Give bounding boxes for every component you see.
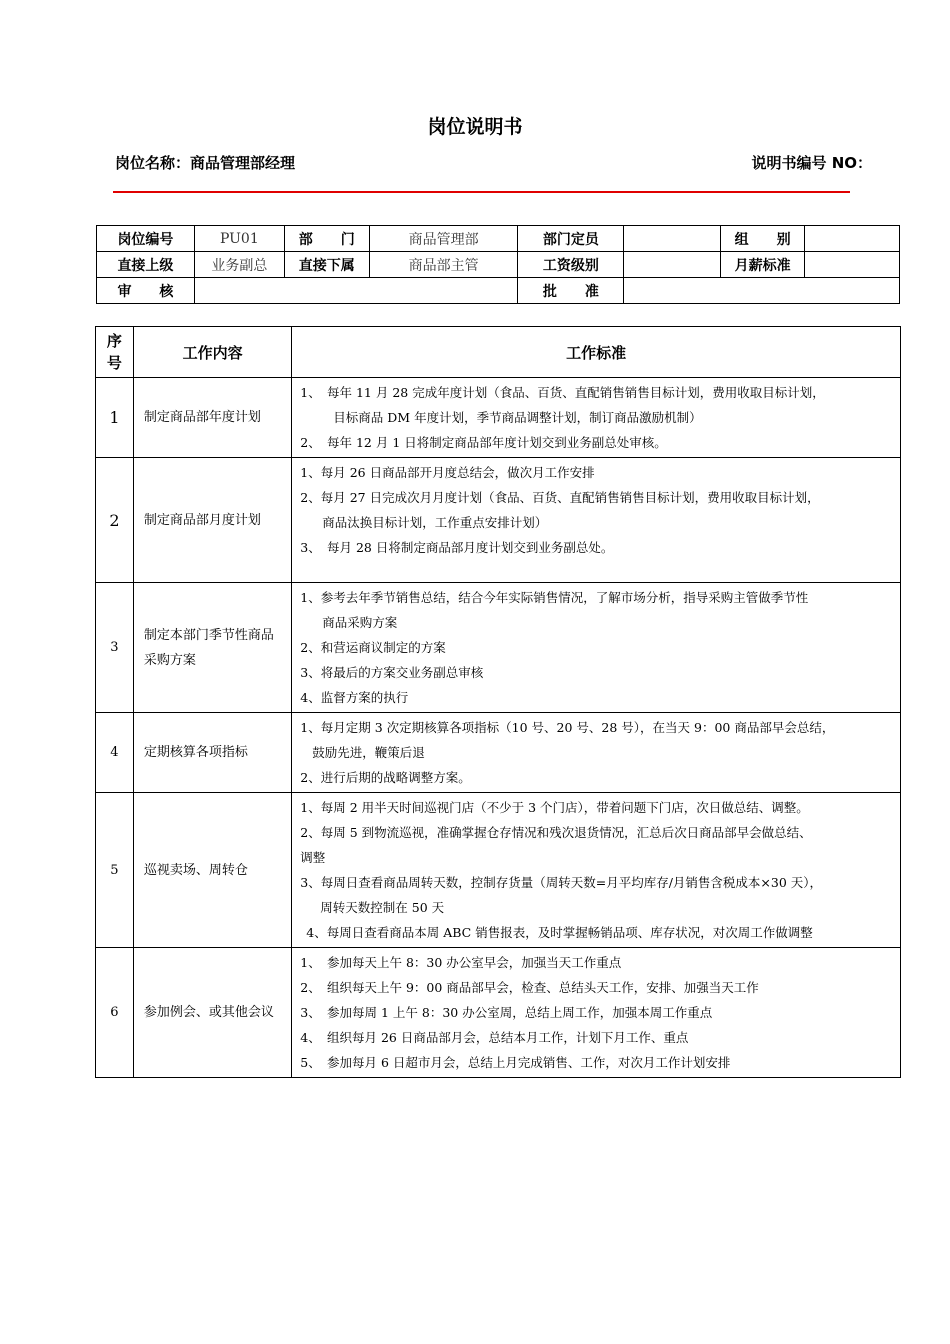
row-standard xyxy=(292,378,901,458)
info-label-position-code: 岗位编号 xyxy=(97,226,195,252)
standard-line: 3、 参加每周 1 上午 8：30 办公室周，总结上周工作，加强本周工作重点 xyxy=(300,1005,713,1020)
info-label-group: 组 别 xyxy=(721,226,805,252)
standard-line: 调整 xyxy=(300,850,326,865)
standard-line: 周转天数控制在 50 天 xyxy=(320,900,445,915)
duties-table xyxy=(95,326,901,1078)
header-seq xyxy=(96,327,134,378)
standard-line: 4、 组织每月 26 日商品部月会，总结本月工作，计划下月工作、重点 xyxy=(300,1030,689,1045)
row-content: 参加例会、或其他会议 xyxy=(133,948,291,1078)
row-content: 巡视卖场、周转仓 xyxy=(133,793,291,948)
position-name: 岗位名称：商品管理部经理 xyxy=(115,154,296,172)
info-label-salary-grade: 工资级别 xyxy=(518,252,624,278)
standard-line: 4、监督方案的执行 xyxy=(300,690,409,705)
info-label-superior: 直接上级 xyxy=(97,252,195,278)
info-value-position-code: PU01 xyxy=(194,226,284,252)
standard-line: 1、每月定期 3 次定期核算各项指标（10 号、20 号、28 号），在当天 9：00 商品部早会总结， xyxy=(300,720,835,735)
standard-line: 2、进行后期的战略调整方案。 xyxy=(300,770,471,785)
info-label-subordinate: 直接下属 xyxy=(284,252,369,278)
info-value-monthly-salary xyxy=(805,252,900,278)
info-label-review: 审 核 xyxy=(97,278,195,304)
info-row-1 xyxy=(97,226,900,252)
info-row-2 xyxy=(97,252,900,278)
duties-header-row xyxy=(96,327,901,378)
standard-line: 1、每月 26 日商品部开月度总结会，做次月工作安排 xyxy=(300,465,595,480)
standard-line: 商品汰换目标计划，工作重点安排计划） xyxy=(322,515,548,530)
info-label-approve: 批 准 xyxy=(518,278,624,304)
standard-line: 2、 每年 12 月 1 日将制定商品部年度计划交到业务副总处审核。 xyxy=(300,435,667,450)
standard-line: 3、 每月 28 日将制定商品部月度计划交到业务副总处。 xyxy=(300,540,614,555)
info-value-salary-grade xyxy=(624,252,721,278)
standard-line: 鼓励先进，鞭策后退 xyxy=(312,745,425,760)
row-number: 2 xyxy=(96,458,134,583)
info-row-3 xyxy=(97,278,900,304)
standard-line: 4、每周日查看商品本周 ABC 销售报表，及时掌握畅销品项、库存状况，对次周工作做调整 xyxy=(306,925,813,940)
table-row xyxy=(96,458,901,583)
info-table xyxy=(96,225,900,304)
standard-line: 5、 参加每月 6 日超市月会，总结上月完成销售、工作，对次月工作计划安排 xyxy=(300,1055,731,1070)
row-standard xyxy=(292,948,901,1078)
row-number: 5 xyxy=(96,793,134,948)
header-content: 工作内容 xyxy=(133,327,291,378)
info-value-department: 商品管理部 xyxy=(369,226,518,252)
table-row xyxy=(96,793,901,948)
standard-line: 商品采购方案 xyxy=(322,615,398,630)
standard-line: 3、将最后的方案交业务副总审核 xyxy=(300,665,484,680)
info-value-subordinate: 商品部主管 xyxy=(369,252,518,278)
standard-line: 2、每月 27 日完成次月月度计划（食品、百货、直配销售销售目标计划，费用收取目标计划， xyxy=(300,490,820,505)
standard-line: 2、和营运商议制定的方案 xyxy=(300,640,446,655)
row-content: 制定商品部月度计划 xyxy=(133,458,291,583)
standard-line: 1、 参加每天上午 8：30 办公室早会，加强当天工作重点 xyxy=(300,955,622,970)
info-label-department: 部 门 xyxy=(284,226,369,252)
doc-number-label: 说明书编号 NO： xyxy=(751,154,872,172)
row-number: 3 xyxy=(96,583,134,713)
table-row xyxy=(96,378,901,458)
standard-line: 1、 每年 11 月 28 完成年度计划（食品、百货、直配销售销售目标计划，费用收取目标计划， xyxy=(300,385,825,400)
info-value-headcount xyxy=(624,226,721,252)
info-value-review xyxy=(194,278,518,304)
header-standard: 工作标准 xyxy=(292,327,901,378)
table-row xyxy=(96,713,901,793)
standard-line: 3、每周日查看商品周转天数，控制存货量（周转天数=月平均库存/月销售含税成本×30 天）， xyxy=(300,875,823,890)
document-title: 岗位说明书 xyxy=(427,116,523,138)
row-content: 定期核算各项指标 xyxy=(133,713,291,793)
standard-line: 2、每周 5 到物流巡视，准确掌握仓存情况和残次退货情况，汇总后次日商品部早会做总结、 xyxy=(300,825,812,840)
row-number: 1 xyxy=(96,378,134,458)
info-value-group xyxy=(805,226,900,252)
standard-line: 目标商品 DM 年度计划，季节商品调整计划，制订商品激励机制） xyxy=(333,410,702,425)
row-standard xyxy=(292,458,901,583)
row-standard xyxy=(292,713,901,793)
row-content: 制定商品部年度计划 xyxy=(133,378,291,458)
standard-line: 1、每周 2 用半天时间巡视门店（不少于 3 个门店），带着问题下门店，次日做总结、调整。 xyxy=(300,800,809,815)
standard-line: 1、参考去年季节销售总结，结合今年实际销售情况，了解市场分析，指导采购主管做季节性 xyxy=(300,590,809,605)
red-divider xyxy=(113,191,850,193)
info-value-superior: 业务副总 xyxy=(194,252,284,278)
info-value-approve xyxy=(624,278,900,304)
info-label-headcount: 部门定员 xyxy=(518,226,624,252)
row-standard xyxy=(292,793,901,948)
header-seq-text: 序号 xyxy=(106,332,122,372)
table-row xyxy=(96,948,901,1078)
row-number: 4 xyxy=(96,713,134,793)
row-content: 制定本部门季节性商品采购方案 xyxy=(133,583,291,713)
standard-line: 2、 组织每天上午 9：00 商品部早会，检查、总结头天工作，安排、加强当天工作 xyxy=(300,980,759,995)
row-standard xyxy=(292,583,901,713)
info-label-monthly-salary: 月薪标准 xyxy=(721,252,805,278)
row-number: 6 xyxy=(96,948,134,1078)
table-row xyxy=(96,583,901,713)
